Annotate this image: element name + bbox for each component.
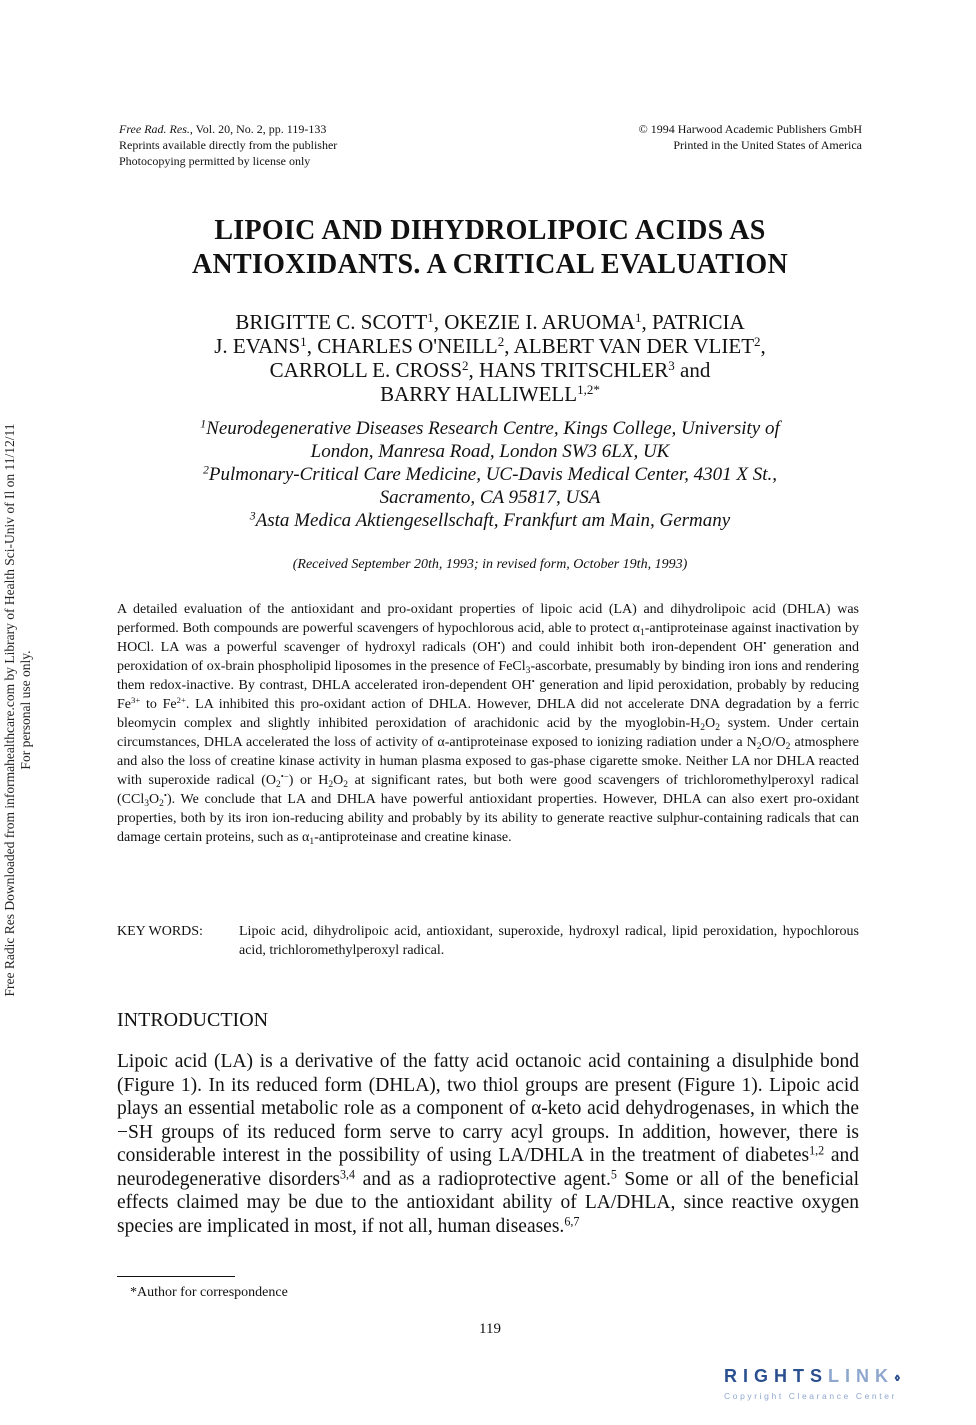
body-text: Lipoic acid (LA) is a derivative of the fatty acid octanoic acid containing a disulphide bond (Figure 1). In its reduced form (DHLA), two thiol groups are present (Figure 1). Lipoic acid plays an essential metabolic role as a component of α-keto acid dehydrogenases, in which the −SH groups of its reduced form serve to carry acyl groups. In addition, however, there is considerable interest in the possibility of using LA/DHLA in the treatment of diabetes (117, 1051, 859, 1166)
abstract-text: -ascorbate, presumably by binding iron ions and rendering them redox-inactive. By contrast, DHLA accelerated iron-dependent OH (117, 659, 860, 693)
affiliations (120, 417, 860, 532)
printed-note: Printed in the United States of America (673, 138, 862, 152)
affiliation-text: Asta Medica Aktiengesellschaft, Frankfurt am Main, Germany (255, 510, 731, 531)
abstract-text: generation and peroxidation of ox-brain phospholipid liposomes in the presence of FeCl (117, 640, 859, 674)
author-name: , OKEZIE I. ARUOMA (433, 310, 636, 334)
subscript: 2 (785, 741, 791, 752)
keywords-label: KEY WORDS: (117, 924, 203, 939)
journal-citation (119, 121, 519, 137)
author-name: BRIGITTE C. SCOTT (235, 310, 428, 334)
subscript: 1 (309, 836, 315, 847)
body-text: and neurodegenerative disorders (117, 1145, 860, 1190)
link-arrows-icon: ‹› (894, 1369, 897, 1386)
affiliation-2-cont: Sacramento, CA 95817, USA (379, 487, 601, 508)
publisher-header (540, 121, 862, 153)
rightslink-link-text: LINK (828, 1366, 895, 1386)
author-line-1 (120, 310, 860, 334)
abstract-text: . LA inhibited this pro-oxidant action of DHLA. However, DHLA did not accelerate DNA degradation by a ferric bleomycin complex and slightly inhibited peroxidation of arachidonic acid by the myoglobin-H (117, 697, 860, 731)
keywords (117, 922, 859, 960)
abstract-text: -antiproteinase against inactivation by HOCl. LA was a powerful scavenger of hydroxyl radicals (OH (117, 621, 859, 655)
affiliation-text: Neurodegenerative Diseases Research Centre, Kings College, University of (206, 418, 780, 439)
received-dates: (Received September 20th, 1993; in revised form, October 19th, 1993) (292, 557, 688, 572)
copyright-note: © 1994 Harwood Academic Publishers GmbH (638, 122, 862, 136)
affiliation-mark: 1,2* (577, 381, 600, 397)
author-name: , ALBERT VAN DER VLIET (504, 334, 755, 358)
keywords-text: Lipoic acid, dihydrolipoic acid, antioxidant, superoxide, hydroxyl radical, lipid peroxidation, hypochlorous acid, trichloromethylperoxyl radical. (239, 924, 859, 958)
abstract-text: ) and could inhibit both iron-dependent OH (500, 640, 764, 655)
personal-use-note: For personal use only. (18, 650, 33, 770)
page-number: 119 (479, 1321, 501, 1337)
superscript: •− (280, 771, 289, 782)
author-line-4 (120, 382, 860, 406)
affiliation-mark: 1 (300, 333, 307, 349)
abstract-text: O (705, 716, 716, 731)
author-line-3 (120, 358, 860, 382)
volume-info: , Vol. 20, No. 2, pp. 119-133 (189, 122, 327, 136)
journal-header (119, 121, 519, 169)
abstract-text: at significant rates, but both were good scavengers of trichloromethylperoxyl radical (CCl (117, 773, 859, 807)
affiliation-mark: 3 (249, 509, 256, 523)
footnote-rule (117, 1276, 235, 1277)
abstract-text: O (333, 773, 344, 788)
subscript: 2 (159, 798, 164, 809)
subscript: 2 (276, 779, 281, 790)
abstract-text: A detailed evaluation of the antioxidant and pro-oxidant properties of lipoic acid (LA) and dihydrolipoic acid (DHLA) was performed. Both compounds are powerful scavengers of hypochlorous acid, able to protect α (117, 602, 859, 636)
affiliation-text: Pulmonary-Critical Care Medicine, UC-Davis Medical Center, 4301 X St., (208, 464, 778, 485)
separator: , (760, 334, 766, 358)
superscript: • (763, 638, 767, 649)
affiliation-mark: 2 (754, 333, 761, 349)
abstract-text: atmosphere and also the loss of creatine kinase activity in human plasma exposed to gas-phase cigarette smoke. Neither LA nor DHLA reacted with superoxide radical (O (117, 735, 859, 788)
abstract (117, 600, 859, 847)
footnote: *Author for correspondence (130, 1285, 288, 1300)
subscript: 2 (756, 741, 762, 752)
subscript: 2 (700, 722, 706, 733)
rightslink-logo[interactable] (724, 1366, 962, 1404)
download-note: Free Radic Res Downloaded from informahealthcare.com by Library of Health Sci-Univ of Il on 11/12/11 (2, 423, 17, 997)
citation-ref: 6,7 (564, 1213, 580, 1228)
journal-name: Free Rad. Res. (119, 122, 190, 136)
superscript: • (497, 638, 501, 649)
abstract-text: O/O (761, 735, 786, 750)
abstract-text: ). We conclude that LA and DHLA have powerful antioxidant properties. However, DHLA can also exert pro-oxidant properties, both by its iron ion-reducing ability and probably by its ability to generate reactive sulphur-containing radicals that can damage certain proteins, such as α (117, 792, 859, 845)
author-name: , PATRICIA (641, 310, 745, 334)
title-line-2: ANTIOXIDANTS. A CRITICAL EVALUATION (191, 249, 789, 280)
author-name: CARROLL E. CROSS (269, 358, 462, 382)
rightslink-wordmark (724, 1366, 962, 1388)
subscript: 2 (343, 779, 349, 790)
section-heading-introduction: INTRODUCTION (117, 1009, 269, 1031)
rightslink-rights-text: RIGHTS (724, 1366, 829, 1386)
abstract-text: -antiproteinase and creatine kinase. (314, 830, 512, 845)
affiliation-mark: 2 (462, 357, 469, 373)
author-name: J. EVANS (214, 334, 301, 358)
separator: and (674, 358, 711, 382)
body-text: Some or all of the beneficial effects claimed may be due to the antioxidant ability of LA/DHLA, since reactive oxygen species are implicated in most, if not all, human diseases. (117, 1168, 859, 1237)
title-line-1: LIPOIC AND DIHYDROLIPOIC ACIDS AS (214, 215, 766, 246)
citation-ref: 1,2 (809, 1143, 825, 1158)
affiliation-mark: 1 (200, 417, 207, 431)
abstract-text: to Fe (140, 697, 177, 712)
download-watermark (2, 350, 34, 1070)
subscript: 3 (525, 665, 531, 676)
superscript: 2+ (176, 695, 186, 706)
subscript: 1 (639, 627, 645, 638)
superscript: • (531, 676, 535, 687)
subscript: 2 (715, 722, 720, 733)
subscript: 3 (144, 798, 149, 809)
affiliation-1 (120, 417, 860, 440)
paper-title (120, 214, 860, 282)
affiliation-mark: 3 (668, 357, 675, 373)
affiliation-mark: 2 (497, 333, 505, 349)
abstract-text: ) or H (288, 773, 329, 788)
superscript: • (163, 790, 167, 801)
affiliation-3 (120, 509, 860, 532)
abstract-text: generation and lipid peroxidation, probably by reducing Fe (117, 678, 859, 712)
author-name: , CHARLES O'NEILL (306, 334, 498, 358)
author-line-2 (120, 334, 860, 358)
author-name: BARRY HALLIWELL (380, 382, 578, 406)
affiliation-1-cont: London, Manresa Road, London SW3 6LX, UK (310, 441, 670, 462)
citation-ref: 3,4 (340, 1166, 356, 1181)
affiliation-2 (120, 463, 860, 486)
photocopying-note: Photocopying permitted by license only (119, 154, 311, 168)
affiliation-mark: 1 (635, 309, 642, 325)
reprints-note: Reprints available directly from the publisher (119, 138, 338, 152)
abstract-text: O (149, 792, 160, 807)
introduction-paragraph (117, 1050, 859, 1238)
abstract-text: system. Under certain circumstances, DHLA accelerated the loss of activity of α-antiproteinase exposed to ionizing radiation under a N (117, 716, 859, 750)
citation-ref: 5 (610, 1166, 617, 1181)
superscript: 3+ (131, 695, 141, 706)
rightslink-tagline: Copyright Clearance Center (724, 1391, 897, 1401)
affiliation-mark: 1 (427, 309, 434, 325)
affiliation-mark: 2 (202, 463, 209, 477)
body-text: and as a radioprotective agent. (355, 1168, 611, 1190)
author-name: , HANS TRITSCHLER (468, 358, 669, 382)
author-list (120, 310, 860, 406)
subscript: 2 (328, 779, 334, 790)
